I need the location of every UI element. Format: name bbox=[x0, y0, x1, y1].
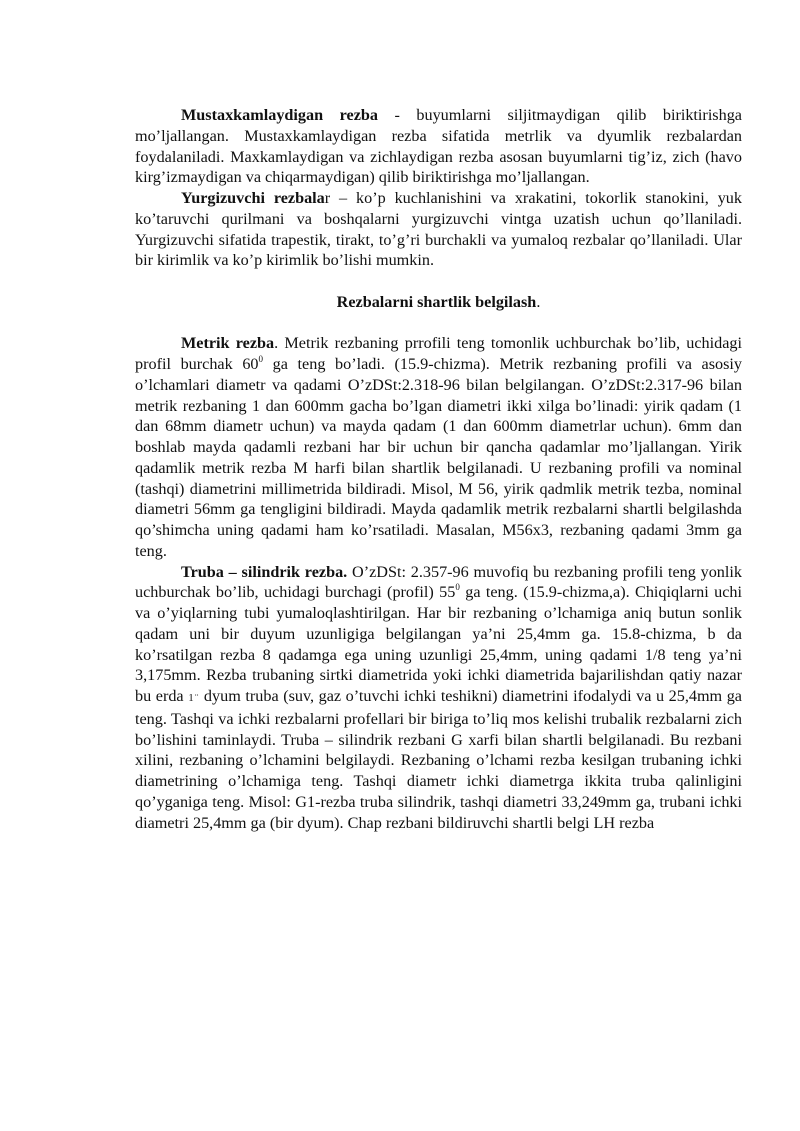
inch-fraction: 1¨ bbox=[188, 692, 200, 704]
paragraph-fastening-thread bbox=[135, 105, 742, 188]
term-running-thread: Yurgizuvchi rezbala bbox=[181, 189, 325, 207]
section-heading bbox=[135, 292, 742, 313]
degree-superscript: 0 bbox=[455, 581, 460, 592]
paragraph-text: - buyumlarni siljitmaydigan qilib biriktirishga mo’ljallangan. Mustaxkamlaydigan rezba sifatida metrlik va dyumlik rezbalardan foydalaniladi. Maxkamlaydigan va zichlaydigan rezba asosan buyumlarni tig’iz, zich (havo kirg’izmaydigan va chiqarmaydigan) qilib biriktirishga mo’ljallangan. bbox=[135, 106, 742, 187]
degree-superscript: 0 bbox=[258, 353, 264, 364]
paragraph-text: O’zDSt: 2.357-96 muvofiq bu rezbaning profili teng yonlik uchburchak bo’lib, uchidagi burchagi (profil) 55 bbox=[135, 562, 742, 602]
paragraph-running-thread bbox=[135, 188, 742, 271]
term-fastening-thread: Mustaxkamlaydigan rezba bbox=[181, 106, 378, 124]
paragraph-text: ga teng bo’ladi. (15.9-chizma). Metrik rezbaning profili va asosiy o’lchamlari diametr va qadami O’zDSt:2.318-96 bilan belgilangan. O’zDSt:2.317-96 bilan metrik rezbaning 1 dan 600mm gacha bo’lgan diametri ikki xilga bo’linadi: yirik qadam (1 dan 68mm diametr uchun) va mayda qadam (1 dan 600mm diametrlar uchun). 6mm dan boshlab mayda qadamli rezbani har bir uchun bir qancha qadamlar mo’ljallangan. Yirik qadamlik metrik rezba M harfi bilan shartlik belgilanadi. U rezbaning profili va nominal (tashqi) diametrini millimetrida bildiradi. Misol, M 56, yirik qadmlik metrik tezba, nominal diametri 56mm ga tengligini bildiradi. Mayda qadamlik metrik rezbalarni shartli belgilashda qo’shimcha uning qadami ham ko’rsatiladi. Masalan, M56x3, rezbaning qadami 3mm ga teng. bbox=[135, 355, 742, 560]
heading-text: Rezbalarni shartlik belgilash bbox=[336, 292, 537, 311]
heading-dot: . bbox=[536, 292, 541, 311]
paragraph-metric-thread bbox=[135, 333, 742, 561]
paragraph-pipe-thread bbox=[135, 562, 742, 834]
paragraph-text: dyum truba (suv, gaz o’tuvchi ichki teshikni) diametrini ifodalydi va u 25,4mm ga teng. Tashqi va ichki rezbalarni profellari bir biriga to’liq mos kelishi trubalik rezbalarni zich bo’lishini taminlaydi. Truba – silindrik rezbani G xarfi bilan shartli belgilanadi. Bu rezbani xilini, rezbaning o’lchamini belgilaydi. Rezbaning o’lchami rezba kesilgan trubaning ichki diametrining o’lchamiga teng. Tashqi diametr ichki diametrga ikkita truba qalinligini qo’yganiga teng. Misol: G1-rezba truba silindrik, tashqi diametri 33,249mm ga, trubani ichki diametri 25,4mm ga (bir dyum). Chap rezbani bildiruvchi shartli belgi LH rezba bbox=[135, 687, 742, 832]
paragraph-text: ga teng. (15.9-chizma,a). Chiqiqlarni uchi va o’yiqlarning tubi yumaloqlashtirilgan. Har bir rezbaning o’lchamiga aniq butun sonlik qadam uni bir duyum uzunligiga belgilangan ya’ni 25,4mm ga. 15.8-chizma, b da ko’rsatilgan rezba 8 qadamga ega uning uzunligi 25,4mm, uning qadami 1/8 teng ya’ni 3,175mm. Rezba trubaning sirtki diametrida yoki ichki diametrida bajarilishdan qatiy nazar bu erda bbox=[135, 583, 742, 705]
paragraph-text: . Metrik rezbaning prrofili teng tomonlik uchburchak bo’lib, uchidagi profil burchak 60 bbox=[135, 334, 742, 373]
term-metric-thread: Metrik rezba bbox=[181, 334, 275, 353]
document-page bbox=[135, 105, 742, 833]
term-pipe-thread: Truba – silindrik rezba. bbox=[181, 562, 348, 581]
paragraph-text: r – ko’p kuchlanishini va xrakatini, tokorlik stanokini, yuk ko’taruvchi qurilmani va boshqalarni yurgizuvchi vintga uzatish uchun qo’llaniladi. Yurgizuvchi sifatida trapestik, tirakt, to’g’ri burchakli va yumaloq rezbalar qo’llaniladi. Ular bir kirimlik va ko’p kirimlik bo’lishi mumkin. bbox=[135, 189, 742, 270]
